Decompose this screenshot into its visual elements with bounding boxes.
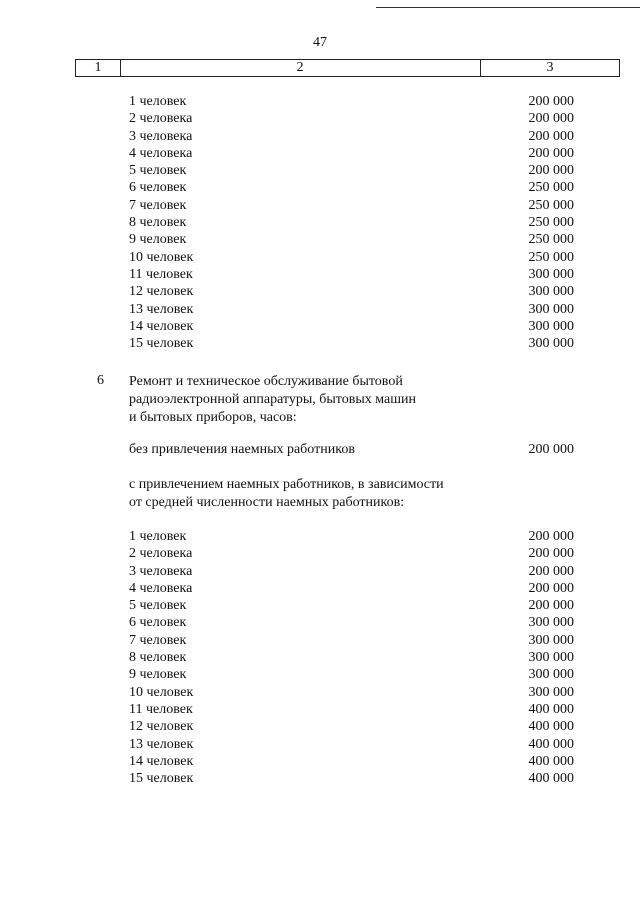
list-item	[0, 684, 640, 701]
row-label: 2 человека	[129, 546, 193, 562]
list-item	[0, 266, 640, 283]
list-item	[0, 318, 640, 335]
row-value: 200 000	[528, 598, 574, 614]
row-value: 400 000	[528, 753, 574, 769]
list-item	[0, 197, 640, 214]
row-value: 300 000	[528, 684, 574, 700]
row-value: 400 000	[528, 719, 574, 735]
row-label: 15 человек	[129, 771, 194, 787]
list-item	[0, 301, 640, 318]
row-value: 200 000	[528, 442, 574, 457]
row-value: 200 000	[528, 529, 574, 544]
row-value: 300 000	[528, 301, 574, 317]
row-label: 5 человек	[129, 598, 187, 614]
row-value: 200 000	[528, 580, 574, 596]
list-item	[0, 597, 640, 614]
row-label: 12 человек	[129, 284, 194, 300]
list-item	[0, 179, 640, 196]
list-item	[0, 632, 640, 649]
row-value: 300 000	[528, 336, 574, 352]
staff-block-1	[0, 93, 640, 352]
row-label: 8 человек	[129, 650, 187, 666]
row-label: 13 человек	[129, 736, 194, 752]
row-value: 200 000	[528, 546, 574, 562]
list-item	[0, 110, 640, 127]
row-value: 250 000	[528, 232, 574, 248]
row-label: 4 человека	[129, 145, 193, 161]
page-number: 47	[313, 35, 327, 50]
list-item	[0, 770, 640, 787]
row-value: 200 000	[528, 163, 574, 179]
row-value: 300 000	[528, 667, 574, 683]
list-item	[0, 649, 640, 666]
list-item	[0, 753, 640, 770]
row-label: 7 человек	[129, 197, 187, 213]
row-label: 6 человек	[129, 615, 187, 631]
row-label: 15 человек	[129, 336, 194, 352]
header-col-2: 2	[296, 60, 304, 75]
row-label: 10 человек	[129, 249, 194, 265]
list-item	[0, 249, 640, 266]
row-value: 300 000	[528, 632, 574, 648]
row-value: 400 000	[528, 736, 574, 752]
item-number: 6	[97, 373, 104, 388]
row-label: 14 человек	[129, 753, 194, 769]
row-label: 9 человек	[129, 232, 187, 248]
list-item	[0, 545, 640, 562]
item-title-line: и бытовых приборов, часов:	[129, 410, 297, 425]
row-label: 11 человек	[129, 266, 193, 282]
row-label: 12 человек	[129, 719, 194, 735]
list-item	[0, 614, 640, 631]
row-label: 8 человек	[129, 215, 187, 231]
row-value: 250 000	[528, 180, 574, 196]
note-line: от средней численности наемных работников:	[129, 495, 405, 510]
row-value: 400 000	[528, 701, 574, 717]
list-item	[0, 736, 640, 753]
row-value: 250 000	[528, 249, 574, 265]
row-label: 5 человек	[129, 163, 187, 179]
row-value: 300 000	[528, 266, 574, 282]
row-value: 300 000	[528, 284, 574, 300]
row-label: 2 человека	[129, 111, 193, 127]
list-item	[0, 231, 640, 248]
row-value: 400 000	[528, 771, 574, 787]
list-item	[0, 580, 640, 597]
row-label: 9 человек	[129, 667, 187, 683]
staff-block-2	[0, 528, 640, 787]
item-6	[0, 373, 640, 433]
header-divider	[619, 59, 620, 77]
row-label: 7 человек	[129, 632, 187, 648]
row-value: 300 000	[528, 615, 574, 631]
row-label: 14 человек	[129, 318, 194, 334]
header-col-1: 1	[94, 60, 102, 75]
row-value: 200 000	[528, 111, 574, 127]
row-value: 300 000	[528, 318, 574, 334]
list-item	[0, 162, 640, 179]
row-label: 13 человек	[129, 301, 194, 317]
list-item	[0, 335, 640, 352]
row-label: 3 человека	[129, 128, 193, 144]
list-item	[0, 718, 640, 735]
row-value: 200 000	[528, 128, 574, 144]
item-title	[129, 373, 489, 427]
list-item	[0, 145, 640, 162]
row-label: 11 человек	[129, 701, 193, 717]
row-label: 6 человек	[129, 180, 187, 196]
table-header-row	[76, 59, 620, 77]
item-title-line: Ремонт и техническое обслуживание бытовой	[129, 374, 403, 389]
list-item	[0, 214, 640, 231]
row-label: 10 человек	[129, 684, 194, 700]
with-hired-text	[129, 476, 489, 512]
row-label: 1 человек	[129, 94, 187, 109]
list-item	[0, 563, 640, 580]
list-item	[0, 128, 640, 145]
row-label: без привлечения наемных работников	[129, 442, 355, 457]
note-line: с привлечением наемных работников, в зависимости	[129, 477, 444, 492]
row-label: 1 человек	[129, 529, 187, 544]
row-label: 4 человека	[129, 580, 193, 596]
row-value: 250 000	[528, 197, 574, 213]
list-item	[0, 283, 640, 300]
list-item	[0, 701, 640, 718]
row-label: 3 человека	[129, 563, 193, 579]
list-item	[0, 666, 640, 683]
list-item	[0, 93, 640, 110]
header-col-3: 3	[546, 60, 554, 75]
with-hired-note	[0, 476, 640, 516]
row-value: 200 000	[528, 563, 574, 579]
top-edge-rule	[376, 7, 640, 8]
list-item	[0, 528, 640, 545]
row-value: 200 000	[528, 94, 574, 109]
item-title-line: радиоэлектронной аппаратуры, бытовых машин	[129, 392, 416, 407]
no-hired-row	[0, 441, 640, 459]
row-value: 300 000	[528, 650, 574, 666]
row-value: 200 000	[528, 145, 574, 161]
row-value: 250 000	[528, 215, 574, 231]
